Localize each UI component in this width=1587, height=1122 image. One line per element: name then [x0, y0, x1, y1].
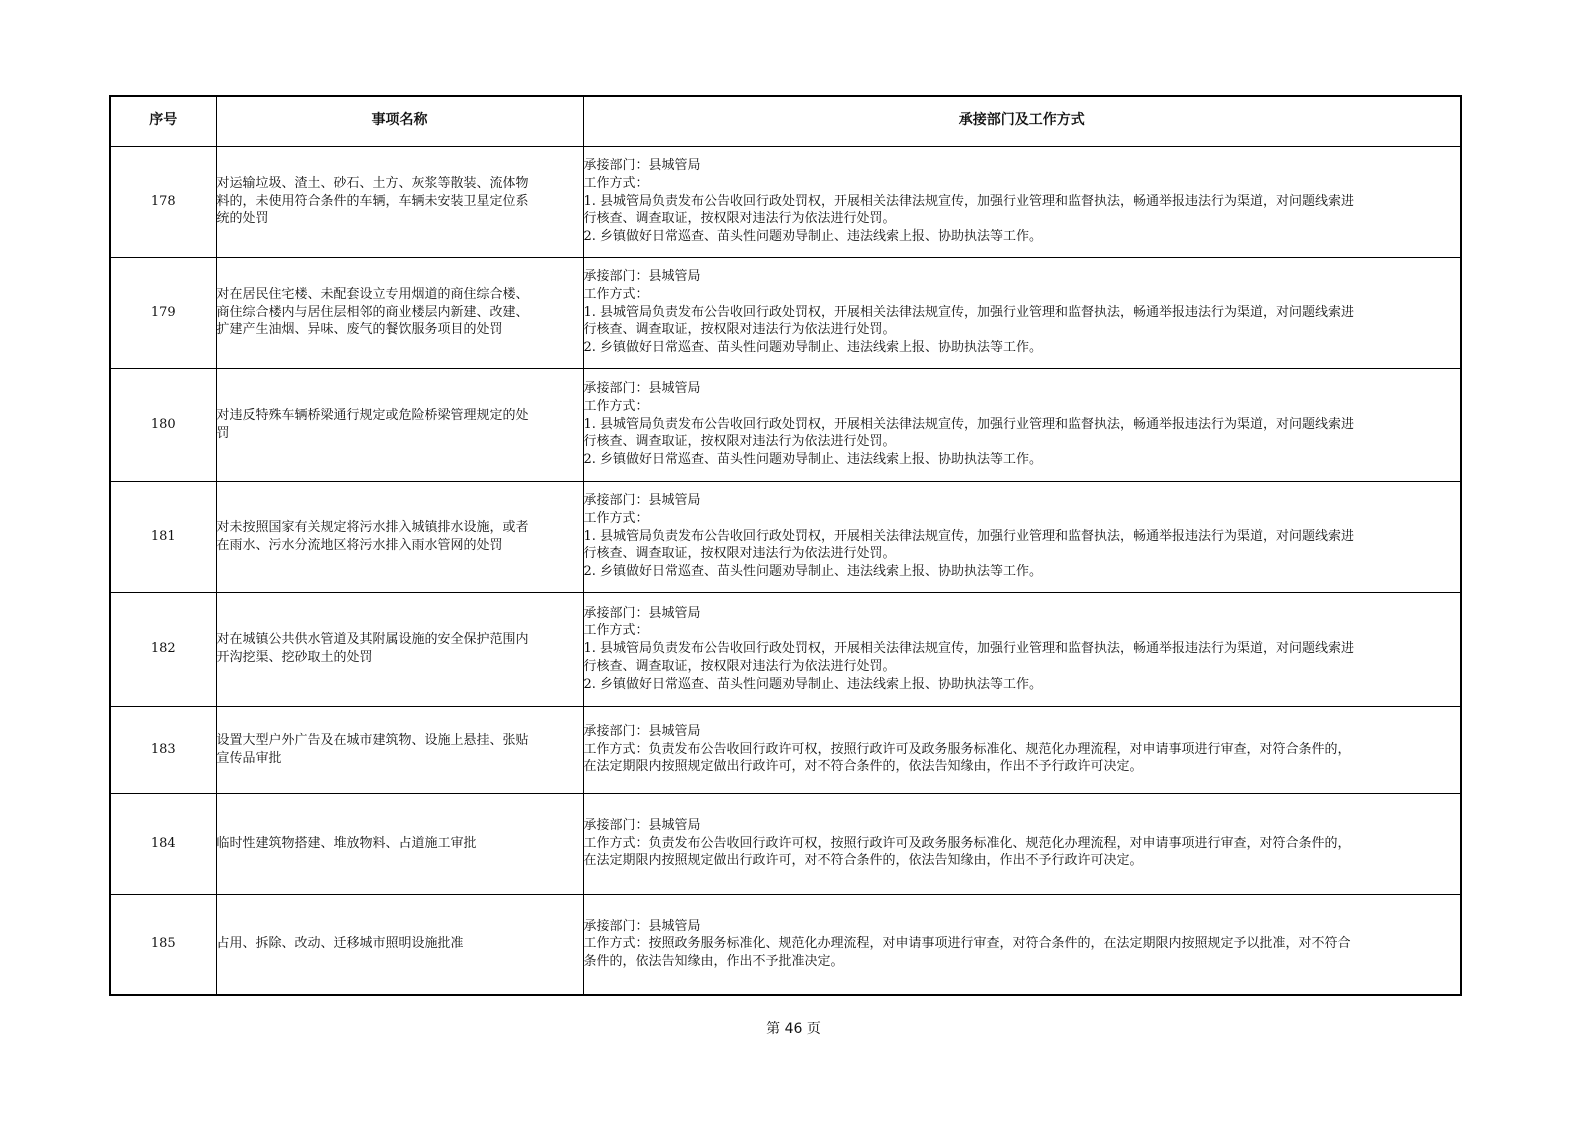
serial-number-cell: 184 — [110, 793, 216, 894]
department-method-line: 工作方式： — [583, 623, 649, 639]
item-name-line: 对在居民住宅楼、未配套设立专用烟道的商住综合楼、 — [216, 286, 529, 302]
department-method-cell — [583, 592, 1461, 706]
department-method-cell — [583, 146, 1461, 257]
department-method-line: 承接部门：县城管局 — [583, 723, 701, 739]
item-name-line: 扩建产生油烟、异味、废气的餐饮服务项目的处罚 — [216, 322, 503, 338]
item-name-line: 对未按照国家有关规定将污水排入城镇排水设施，或者 — [216, 519, 529, 535]
item-name-cell — [216, 257, 583, 368]
item-name-line: 对在城镇公共供水管道及其附属设施的安全保护范围内 — [216, 632, 529, 648]
table-row — [110, 706, 1461, 793]
department-method-line: 2. 乡镇做好日常巡查、苗头性问题劝导制止、违法线索上报、协助执法等工作。 — [583, 564, 1043, 580]
serial-number-cell: 180 — [110, 368, 216, 481]
item-name-line: 统的处罚 — [216, 211, 269, 227]
department-method-cell — [583, 481, 1461, 592]
department-method-line: 工作方式： — [583, 286, 649, 302]
department-method-cell — [583, 368, 1461, 481]
department-method-cell — [583, 257, 1461, 368]
department-method-line: 行核查、调查取证，按权限对违法行为依法进行处罚。 — [583, 658, 896, 674]
item-name-cell — [216, 481, 583, 592]
department-method-line: 工作方式： — [583, 175, 649, 191]
department-method-cell — [583, 894, 1461, 995]
department-method-line: 行核查、调查取证，按权限对违法行为依法进行处罚。 — [583, 322, 896, 338]
item-name-line: 对违反特殊车辆桥梁通行规定或危险桥梁管理规定的处 — [216, 407, 529, 423]
department-method-line: 承接部门：县城管局 — [583, 817, 701, 833]
serial-number-cell: 179 — [110, 257, 216, 368]
header-row — [110, 96, 1461, 146]
item-name-line: 对运输垃圾、渣土、砂石、土方、灰浆等散装、流体物 — [216, 175, 529, 191]
department-method-line: 行核查、调查取证，按权限对违法行为依法进行处罚。 — [583, 546, 896, 562]
serial-number-cell: 181 — [110, 481, 216, 592]
department-method-line: 工作方式： — [583, 510, 649, 526]
table-row — [110, 894, 1461, 995]
department-method-line: 承接部门：县城管局 — [583, 918, 701, 934]
department-method-line: 承接部门：县城管局 — [583, 269, 701, 284]
department-method-line: 承接部门：县城管局 — [583, 493, 701, 508]
department-method-line: 行核查、调查取证，按权限对违法行为依法进行处罚。 — [583, 211, 896, 227]
serial-number-cell: 185 — [110, 894, 216, 995]
item-name-cell — [216, 368, 583, 481]
department-method-cell — [583, 706, 1461, 793]
department-method-line: 承接部门：县城管局 — [583, 381, 701, 396]
department-method-line: 2. 乡镇做好日常巡查、苗头性问题劝导制止、违法线索上报、协助执法等工作。 — [583, 340, 1043, 356]
item-name-cell — [216, 706, 583, 793]
serial-number-cell: 182 — [110, 592, 216, 706]
matters-table — [109, 95, 1462, 996]
item-name-cell — [216, 146, 583, 257]
table-row — [110, 793, 1461, 894]
department-method-line: 行核查、调查取证，按权限对违法行为依法进行处罚。 — [583, 434, 896, 450]
serial-number-cell: 183 — [110, 706, 216, 793]
header-serial-number: 序号 — [110, 96, 216, 146]
table-row — [110, 257, 1461, 368]
department-method-line: 工作方式：负责发布公告收回行政许可权，按照行政许可及政务服务标准化、规范化办理流程，对申请事项进行审查，对符合条件的， — [583, 741, 1351, 757]
department-method-line: 1. 县城管局负责发布公告收回行政处罚权，开展相关法律法规宣传，加强行业管理和监督执法，畅通举报违法行为渠道，对问题线索进 — [583, 641, 1355, 657]
department-method-line: 1. 县城管局负责发布公告收回行政处罚权，开展相关法律法规宣传，加强行业管理和监督执法，畅通举报违法行为渠道，对问题线索进 — [583, 193, 1355, 209]
department-method-line: 承接部门：县城管局 — [583, 158, 701, 173]
department-method-line: 工作方式： — [583, 398, 649, 414]
item-name-cell — [216, 592, 583, 706]
department-method-line: 在法定期限内按照规定做出行政许可，对不符合条件的，依法告知缘由，作出不予行政许可决定。 — [583, 853, 1143, 869]
department-method-line: 1. 县城管局负责发布公告收回行政处罚权，开展相关法律法规宣传，加强行业管理和监督执法，畅通举报违法行为渠道，对问题线索进 — [583, 304, 1355, 320]
table-row — [110, 592, 1461, 706]
department-method-line: 1. 县城管局负责发布公告收回行政处罚权，开展相关法律法规宣传，加强行业管理和监督执法，畅通举报违法行为渠道，对问题线索进 — [583, 416, 1355, 432]
table-row — [110, 146, 1461, 257]
item-name-line: 在雨水、污水分流地区将污水排入雨水管网的处罚 — [216, 537, 503, 553]
table-row — [110, 481, 1461, 592]
department-method-cell — [583, 793, 1461, 894]
item-name-line: 料的，未使用符合条件的车辆，车辆未安装卫星定位系 — [216, 193, 529, 209]
item-name-cell — [216, 894, 583, 995]
department-method-line: 2. 乡镇做好日常巡查、苗头性问题劝导制止、违法线索上报、协助执法等工作。 — [583, 676, 1043, 692]
department-method-line: 在法定期限内按照规定做出行政许可，对不符合条件的，依法告知缘由，作出不予行政许可决定。 — [583, 759, 1143, 775]
table-row — [110, 368, 1461, 481]
department-method-line: 2. 乡镇做好日常巡查、苗头性问题劝导制止、违法线索上报、协助执法等工作。 — [583, 229, 1043, 245]
department-method-line: 工作方式：负责发布公告收回行政许可权，按照行政许可及政务服务标准化、规范化办理流程，对申请事项进行审查，对符合条件的， — [583, 835, 1351, 851]
department-method-line: 承接部门：县城管局 — [583, 605, 701, 621]
page-number: 第 46 页 — [766, 1021, 821, 1037]
item-name-line: 占用、拆除、改动、迁移城市照明设施批准 — [216, 936, 464, 952]
item-name-line: 罚 — [216, 425, 230, 441]
department-method-line: 工作方式：按照政务服务标准化、规范化办理流程，对申请事项进行审查，对符合条件的，在法定期限内按照规定予以批准，对不符合 — [583, 936, 1351, 952]
department-method-line: 2. 乡镇做好日常巡查、苗头性问题劝导制止、违法线索上报、协助执法等工作。 — [583, 452, 1043, 468]
item-name-cell — [216, 793, 583, 894]
item-name-line: 设置大型户外广告及在城市建筑物、设施上悬挂、张贴 — [216, 732, 529, 748]
table-body — [110, 146, 1461, 995]
item-name-line: 临时性建筑物搭建、堆放物料、占道施工审批 — [216, 835, 477, 851]
serial-number-cell: 178 — [110, 146, 216, 257]
header-item-name: 事项名称 — [216, 96, 583, 146]
item-name-line: 商住综合楼内与居住层相邻的商业楼层内新建、改建、 — [216, 304, 529, 320]
item-name-line: 开沟挖渠、挖砂取土的处罚 — [216, 650, 373, 665]
header-department-and-method: 承接部门及工作方式 — [583, 96, 1461, 146]
department-method-line: 1. 县城管局负责发布公告收回行政处罚权，开展相关法律法规宣传，加强行业管理和监督执法，畅通举报违法行为渠道，对问题线索进 — [583, 528, 1355, 544]
item-name-line: 宣传品审批 — [216, 750, 282, 766]
department-method-line: 条件的，依法告知缘由，作出不予批准决定。 — [583, 954, 844, 970]
